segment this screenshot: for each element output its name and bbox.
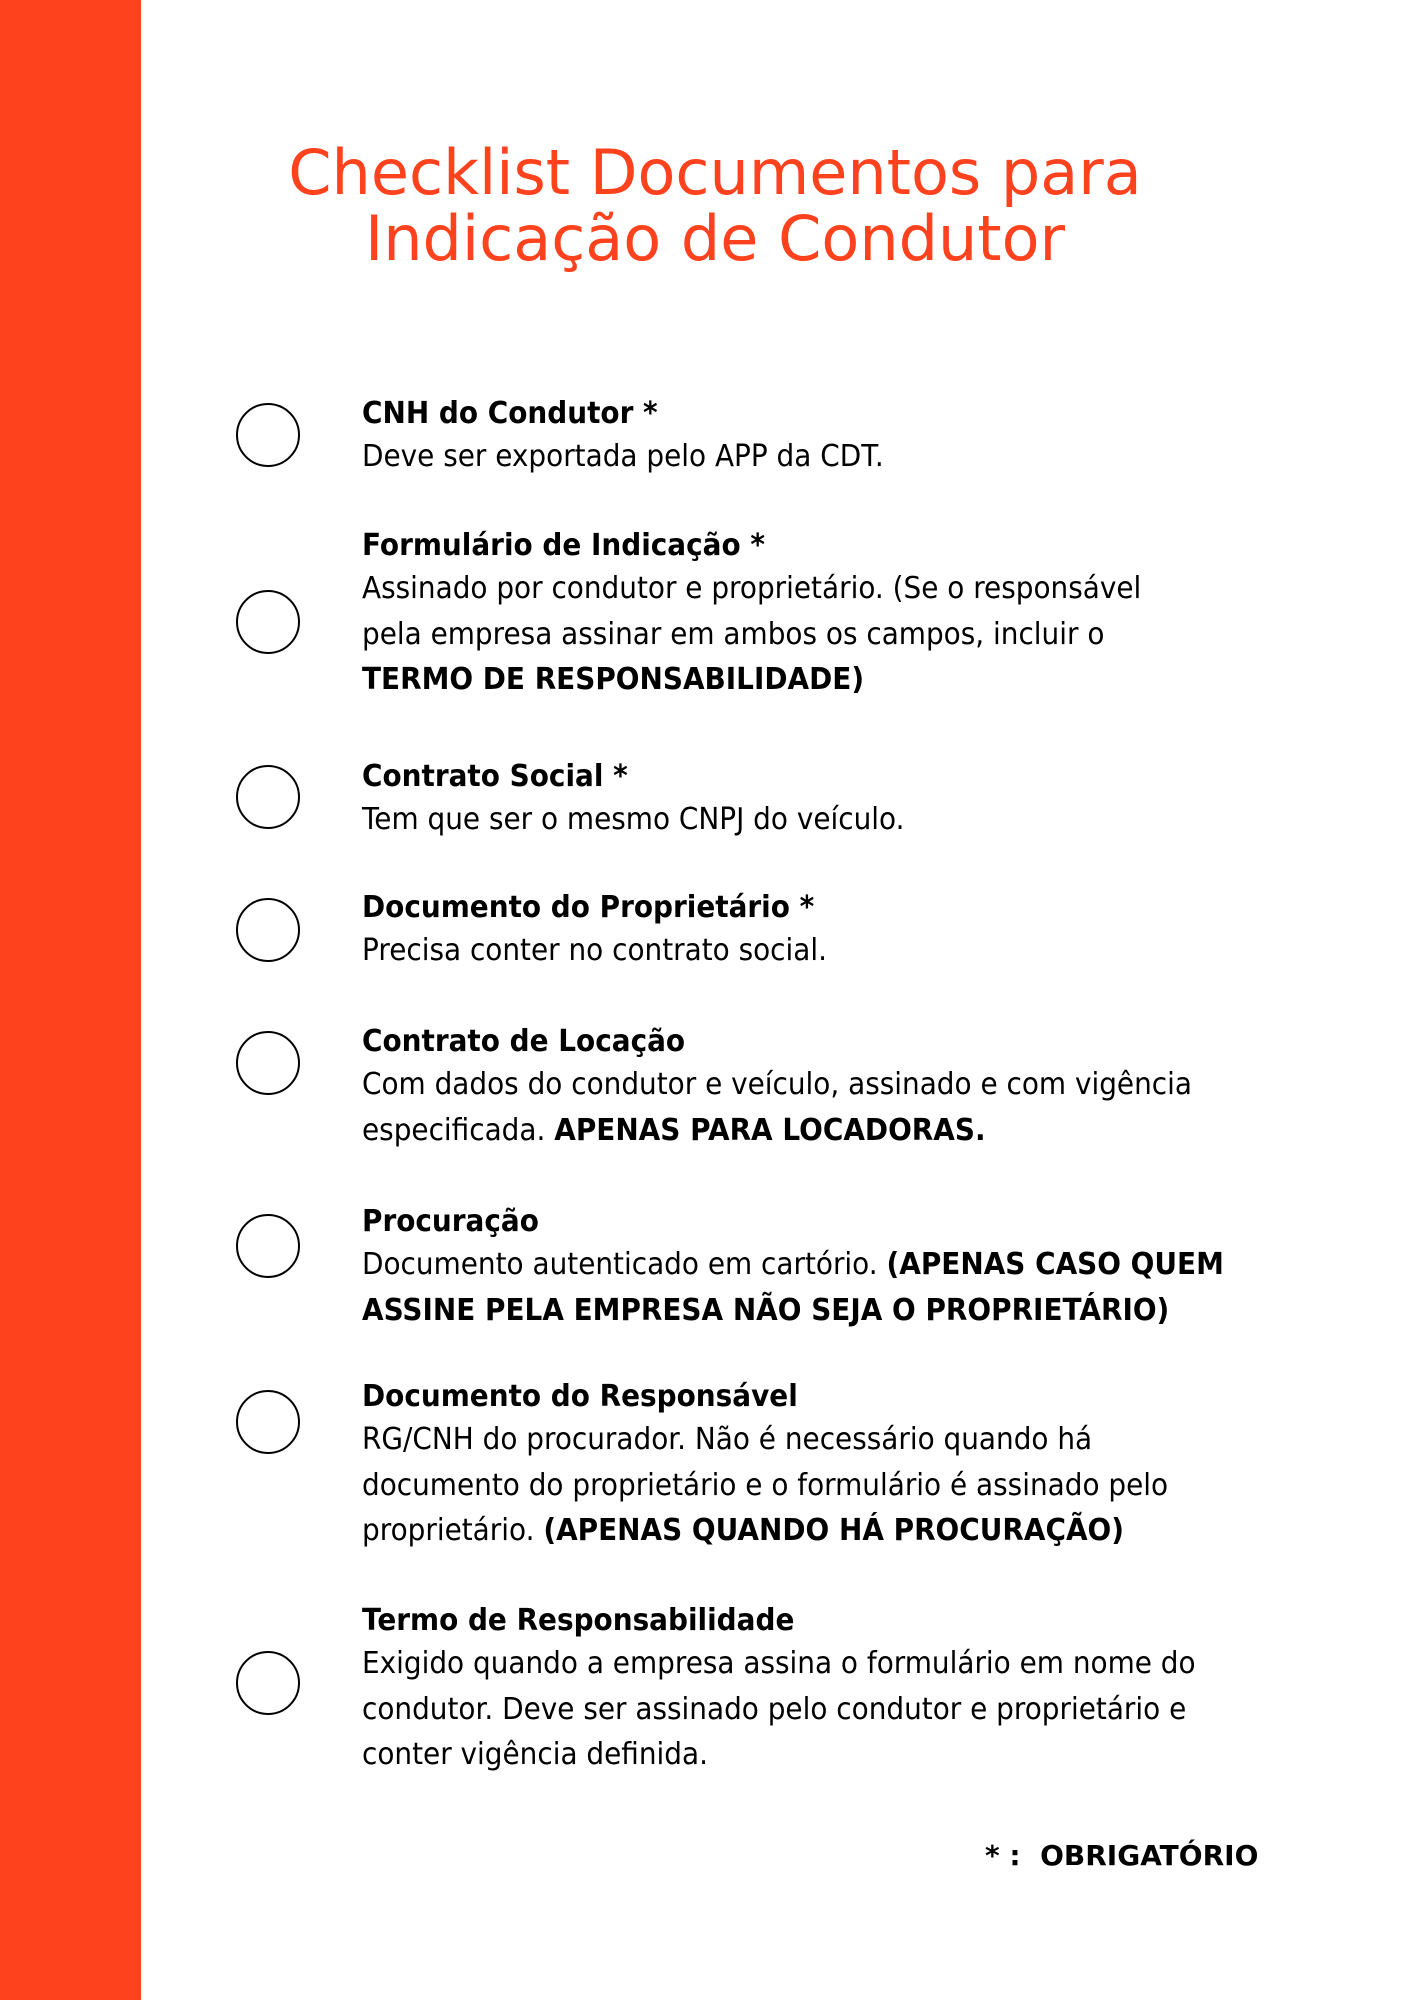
description-bold-text: ASSINE PELA EMPRESA NÃO SEJA O PROPRIETÁRIO) [362, 1292, 1170, 1328]
checklist-item-title: Formulário de Indicação * [362, 528, 765, 563]
description-text: Assinado por condutor e proprietário. (Se o responsável [362, 571, 1142, 606]
checklist-item-description [362, 928, 1255, 974]
checklist-item-title: Termo de Responsabilidade [362, 1603, 795, 1638]
checklist-item-text [362, 1022, 1322, 1153]
description-text: pela empresa assinar em ambos os campos, incluir o [362, 616, 1105, 652]
checklist-item-title: Procuração [362, 1204, 539, 1239]
page-title-line-1: Checklist Documentos para [288, 136, 1142, 209]
description-text: Documento autenticado em cartório. [362, 1247, 887, 1282]
checkbox-circle[interactable] [236, 1031, 300, 1095]
description-text: Exigido quando a empresa assina o formulário em nome do [362, 1646, 1196, 1681]
description-text: Precisa conter no contrato social. [362, 933, 827, 968]
description-text: especificada. [362, 1112, 555, 1148]
checkbox-circle[interactable] [236, 1390, 300, 1454]
checkbox-circle[interactable] [236, 1214, 300, 1278]
checklist-item-text [362, 1601, 1322, 1778]
checkbox-circle[interactable] [236, 1651, 300, 1715]
checkbox-circle[interactable] [236, 898, 300, 962]
checkbox-circle[interactable] [236, 403, 300, 467]
required-legend: * : OBRIGATÓRIO [985, 1839, 1259, 1872]
checklist-item-text [362, 394, 1322, 480]
description-text: conter vigência definida. [362, 1737, 708, 1772]
checklist-item-description [362, 1641, 1255, 1778]
description-bold-text: (APENAS QUANDO HÁ PROCURAÇÃO) [543, 1513, 1125, 1548]
description-bold-text: APENAS PARA LOCADORAS. [554, 1112, 986, 1148]
checklist-item-description [362, 1417, 1255, 1554]
checkbox-circle[interactable] [236, 765, 300, 829]
checklist-item-title: Documento do Proprietário * [362, 890, 815, 925]
checklist-item-text [362, 757, 1322, 843]
description-text: Deve ser exportada pelo APP da CDT. [362, 439, 884, 474]
checklist-item-text [362, 1202, 1322, 1333]
description-text: documento do proprietário e o formulário é assinado pelo [362, 1467, 1169, 1503]
description-bold-text: (APENAS CASO QUEM [886, 1247, 1224, 1282]
checklist-item-description [362, 1062, 1255, 1153]
checklist-item-description [362, 434, 1255, 480]
checklist-item-description [362, 1242, 1255, 1333]
checklist-item-text [362, 526, 1322, 703]
checklist-item-title: CNH do Condutor * [362, 396, 658, 431]
description-text: Tem que ser o mesmo CNPJ do veículo. [362, 802, 905, 837]
checklist-item-description [362, 797, 1255, 843]
checklist-item-title: Contrato de Locação [362, 1024, 686, 1059]
page-title-line-2: Indicação de Condutor [364, 202, 1066, 275]
accent-side-bar [0, 0, 141, 2000]
description-text: RG/CNH do procurador. Não é necessário quando há [362, 1422, 1093, 1457]
description-bold-text: TERMO DE RESPONSABILIDADE) [362, 662, 865, 697]
checklist-item-description [362, 566, 1255, 703]
checklist-item-text [362, 1377, 1322, 1554]
page-title [200, 136, 1230, 275]
checklist-item-title: Documento do Responsável [362, 1379, 798, 1414]
checkbox-circle[interactable] [236, 590, 300, 654]
description-text: proprietário. [362, 1513, 544, 1548]
description-text: condutor. Deve ser assinado pelo condutor e proprietário e [362, 1691, 1187, 1727]
description-text: Com dados do condutor e veículo, assinado e com vigência [362, 1067, 1192, 1102]
checklist-item-text [362, 888, 1322, 974]
checklist-item-title: Contrato Social * [362, 759, 628, 794]
